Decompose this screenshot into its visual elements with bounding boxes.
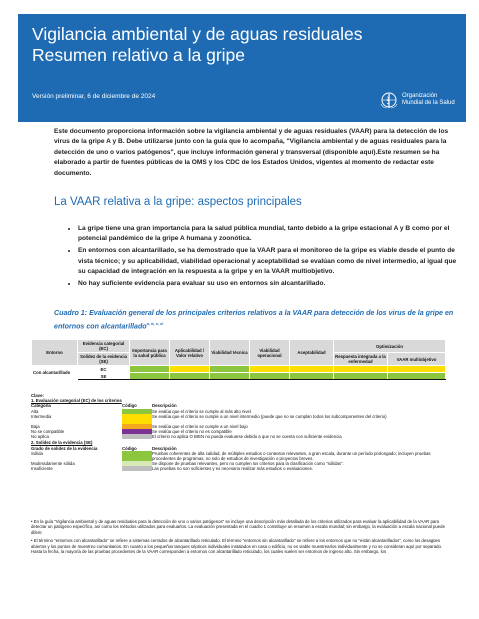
footnote: • En la guía "Vigilancia ambiental y de aguas residuales para la detección de uno o varios patógenos" se incluye una descripción más detallada de los criterios utilizados para evaluar la aplicabilidad de la VAAR para detectar un patógeno específico, así como los métodos utilizados para evaluarlos. La evaluación presentada en el cuadro 1 constituye un resumen a escala mundial; sin embargo, la evaluación a escala nacional puede diferir.: [31, 519, 445, 535]
th-solidez: Solidez de la evidencia (SE): [78, 353, 130, 366]
bullet-item: • En entornos con alcantarillado, se ha demostrado que la VAAR para el monitoreo de la gripe es viable desde el punto de vista técnico; y su aplicabilidad, viabilidad operacional y aceptabilidad se evalúan como de nivel intermedio, al igual que su capacidad de integración en la respuesta a la gripe y en la VAAR multiobjetivo.: [78, 246, 464, 277]
bullet-item: • La gripe tiene una gran importancia para la salud pública mundial, tanto debido a la gripe estacional A y B como por el potencial pandémico de la gripe A humana y zoonótica.: [78, 224, 464, 244]
caption-text: Cuadro 1: Evaluación general de los principales criterios relativos a la VAAR para detección de los virus de la gripe en entornos con alcantarillado: [54, 309, 454, 331]
key-desc: Se evalúa que el criterio no es compatible: [152, 429, 232, 435]
key-row-solida: [31, 451, 445, 461]
cell-importancia-ec: [130, 366, 170, 373]
header-banner: [18, 14, 466, 122]
key-label: Baja: [31, 423, 40, 429]
key-label: Insuficiente: [31, 466, 53, 472]
who-name-line-1: Organización: [402, 93, 438, 99]
key-desc: Se evalúa que el criterio se cumple a un nivel bajo: [152, 423, 248, 429]
key-desc: Pruebas coherentes de alta calidad, de múltiples estudios o contextos relevantes, a gran escala, durante un período prolongado; incluyen pruebas procedentes de programas, no solo de estudios de investigación o proyectos breves.: [152, 450, 431, 462]
section-title: La VAAR relativa a la gripe: aspectos principales: [54, 196, 302, 208]
key-title: Clave:: [31, 393, 44, 398]
key-label: Alta: [31, 408, 39, 414]
key-col-categoria: Categoría: [31, 403, 51, 409]
key-section-1: 1. Evaluación categorial (EC) de los criterios: [31, 398, 122, 404]
bullet-item: • No hay suficiente evidencia para evaluar su uso en entornos sin alcantarillado.: [78, 279, 464, 289]
key-label: No aplica: [31, 434, 49, 440]
key-label: Intermedia: [31, 413, 52, 419]
footnote-text: El término "entornos con alcantarillado" se refiere a sistemas cerrados de alcantarillado reticulado. El término "entornos sin alcantarillado" se refiere a los entornos que no "están alcantarillados", como los desagües abiertos y los puntos de muestreo comunitarios. En cuanto a los pequeños tanques sépticos individuales instalados en casa o edificio, no es viable muestrearlos individualmente y no se consideran aquí por separado. Hasta la fecha, la mayoría de las pruebas procedentes de la VAAR corresponden a entornos con alcantarillado reticulado, los cuales suelen ser entornos de ingreso alto. Sin embargo, los: [31, 538, 443, 555]
th-entorno: Entorno: [32, 340, 78, 366]
document-title: [32, 24, 362, 66]
key-swatch-grey: [122, 466, 152, 471]
key-section-2: 2. Solidez de la evidencia (SE): [31, 440, 93, 446]
key-row-insuficiente: [31, 466, 445, 471]
th-multiobjetivo: VAAR multiobjetivo: [388, 353, 446, 366]
key-desc: Se dispone de pruebas relevantes, pero no cumplen los criterios para la clasificación como "sólidas".: [152, 461, 344, 467]
table-key: [31, 393, 445, 472]
key-col-grado: Grado de solidez de la evidencia: [31, 445, 98, 451]
who-name: [402, 93, 460, 107]
key-col-descripcion: Descripción: [152, 403, 177, 409]
ec-label: EC: [78, 366, 130, 373]
key-swatch-green: [122, 451, 152, 461]
th-optimizacion: Optimización: [334, 340, 446, 353]
key-col-codigo: Código: [122, 403, 137, 409]
cell-aplicabilidad-se: [170, 373, 210, 380]
cell-aceptabilidad-se: [290, 373, 334, 380]
title-line-1: Vigilancia ambiental y de aguas residuales: [32, 24, 363, 44]
key-label: Sólida: [31, 450, 43, 456]
key-swatch-yellow: [122, 414, 152, 424]
th-aplicabilidad: Aplicabilidad / Valor relativo: [170, 340, 210, 366]
cell-viabilidad-operacional-ec: [250, 366, 290, 373]
footnotes: [31, 519, 445, 557]
criteria-table: [31, 339, 446, 380]
who-logo: [379, 90, 460, 110]
key-label: No se compatible: [31, 429, 65, 435]
key-col-codigo-2: Código: [122, 445, 137, 451]
caption-superscript: a, b, c, d: [146, 320, 163, 326]
table-row: [32, 366, 446, 373]
footnote: • El término "entornos con alcantarillado" se refiere a sistemas cerrados de alcantarillado reticulado. El término "entornos sin alcantarillado" se refiere a los entornos que no "están alcantarillados", como los desagües abiertos y los puntos de muestreo comunitarios. En cuanto a los pequeños tanques sépticos individuales instalados en casa o edificio, no es viable muestrearlos individualmente y no se consideran aquí por separado. Hasta la fecha, la mayoría de las pruebas procedentes de la VAAR corresponden a entornos con alcantarillado reticulado, los cuales suelen ser entornos de ingreso alto. Sin embargo, los: [31, 538, 443, 555]
intro-paragraph: Este documento proporciona información sobre la vigilancia ambiental y de aguas residuales (VAAR) para la detección de los virus de la gripe A y B. Debe utilizarse junto con la guía que lo acompaña, "Vigilancia ambiental y de aguas residuales para la detección de uno o varios patógenos", que incluye información general y transversal (disponible aquí).Este resumen se ha elaborado a partir de fuentes públicas de la OMS y los CDC de los Estados Unidos, vigentes al momento de redactar este documento.: [54, 128, 449, 177]
row-label: Con alcantarillado: [32, 366, 78, 380]
th-viabilidad-tecnica: Viabilidad técnica: [210, 340, 250, 366]
se-label: SE: [78, 373, 130, 380]
key-swatch-grey: [122, 434, 152, 439]
cell-respuesta-se: [334, 373, 388, 380]
key-desc: Las pruebas no son suficientes y es necesario realizar más estudios o evaluaciones.: [152, 466, 313, 472]
table-caption: [54, 309, 454, 332]
title-line-2: Resumen relativo a la gripe: [32, 45, 246, 65]
cell-importancia-se: [130, 373, 170, 380]
version-date: Versión preliminar, 6 de diciembre de 2024: [32, 93, 156, 100]
cell-multiobjetivo-ec: [388, 366, 446, 373]
cell-respuesta-ec: [334, 366, 388, 373]
who-emblem-icon: [379, 90, 399, 110]
cell-multiobjetivo-se: [388, 373, 446, 380]
key-desc: El criterio no aplica O BIEN no pueda evaluarse debido a que no se cuenta con suficiente evidencia: [152, 434, 342, 440]
key-desc: Se evalúa que el criterio se cumple al más alto nivel: [152, 408, 251, 414]
th-evidencia: Evidencia categorial (EC): [78, 340, 130, 353]
key-label: Moderadamente sólida: [31, 461, 75, 467]
th-aceptabilidad: Aceptabilidad: [290, 340, 334, 366]
th-respuesta-integrada: Respuesta integrada a la enfermedad: [335, 354, 386, 364]
cell-viabilidad-tecnica-ec: [210, 366, 250, 373]
th-viabilidad-operacional: Viabilidad operacional: [250, 340, 290, 366]
cell-viabilidad-tecnica-se: [210, 373, 250, 380]
key-row-intermedia: [31, 414, 445, 424]
key-points-list: [68, 224, 464, 291]
cell-aceptabilidad-ec: [290, 366, 334, 373]
who-name-line-2: Mundial de la Salud: [402, 100, 455, 106]
key-row-no-aplica: [31, 434, 445, 439]
th-importancia: Importancia para la salud pública: [130, 340, 170, 366]
cell-aplicabilidad-ec: [170, 366, 210, 373]
footnote-text: En la guía "Vigilancia ambiental y de aguas residuales para la detección de uno o varios patógenos" se incluye una descripción más detallada de los criterios utilizados para evaluar la aplicabilidad de la VAAR para detectar un patógeno específico, así como los métodos utilizados para evaluarlos. La evaluación presentada en el cuadro 1 constituye un resumen a escala mundial; sin embargo, la evaluación a escala nacional puede diferir.: [31, 519, 445, 535]
key-col-descripcion-2: Descripción: [152, 445, 177, 451]
table-row: [32, 373, 446, 380]
key-desc: Se evalúa que el criterio se cumple a un nivel intermedio (puede que no se cumplan todos los subcomponentes del criterio): [152, 413, 387, 419]
cell-viabilidad-operacional-se: [250, 373, 290, 380]
